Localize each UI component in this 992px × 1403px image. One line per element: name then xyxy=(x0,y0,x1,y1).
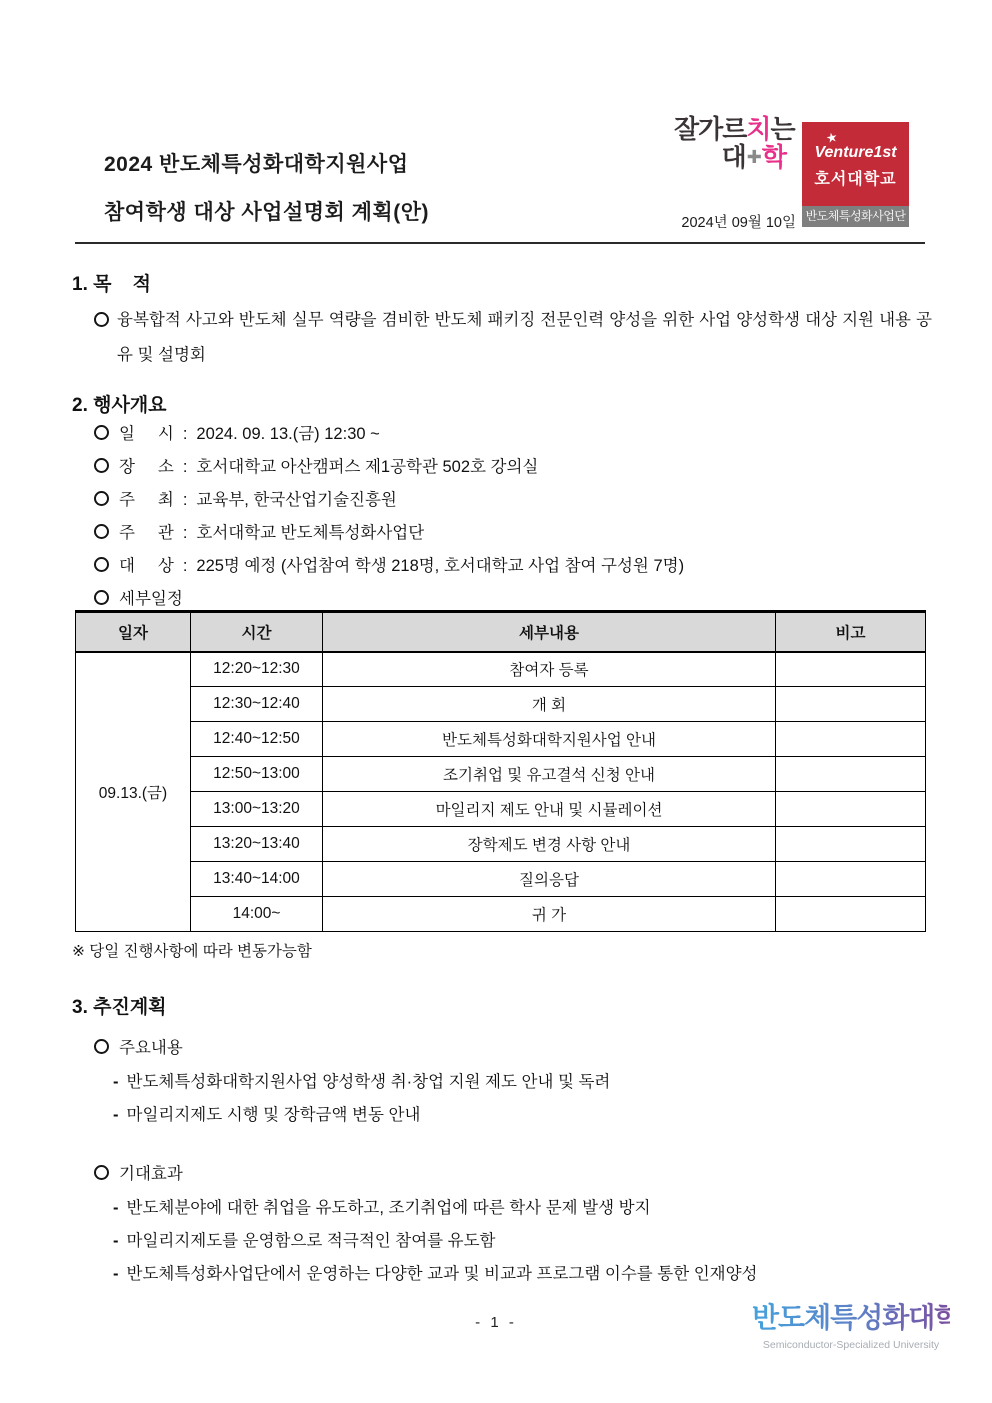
overview-item-host xyxy=(94,486,684,519)
plan-item-text: 반도체분야에 대한 취업을 유도하고, 조기취업에 따른 학사 문제 발생 방지 xyxy=(126,1199,651,1217)
well-teaching-university-logo xyxy=(674,116,800,170)
content-cell: 마일리지 제도 안내 및 시뮬레이션 xyxy=(323,792,776,827)
venture-logo-text: Venture1st xyxy=(814,144,897,161)
plan-group-title-text: 주요내용 xyxy=(119,1039,183,1057)
circle-bullet-icon xyxy=(94,1039,109,1054)
overview-colon: : xyxy=(182,557,188,575)
overview-label: 세부일정 xyxy=(119,590,183,608)
overview-colon: : xyxy=(182,458,188,476)
overview-value: 2024. 09. 13.(금) 12:30 ~ xyxy=(196,425,380,443)
schedule-date-cell: 09.13.(금) xyxy=(76,652,191,932)
slogan-accent-star-char: 치 xyxy=(746,114,771,144)
content-cell: 개 회 xyxy=(323,687,776,722)
table-row xyxy=(76,652,926,687)
document-title-line1: 2024 반도체특성화대학지원사업 xyxy=(104,153,409,176)
schedule-note: ※ 당일 진행사항에 따라 변동가능함 xyxy=(72,943,312,960)
overview-label: 주 최 xyxy=(119,491,174,509)
time-cell: 12:50~13:00 xyxy=(191,757,323,792)
overview-item-organizer xyxy=(94,519,684,552)
dash-bullet: - xyxy=(113,1073,119,1091)
time-cell: 12:40~12:50 xyxy=(191,722,323,757)
table-row xyxy=(76,792,926,827)
table-row xyxy=(76,862,926,897)
overview-value: 225명 예정 (사업참여 학생 218명, 호서대학교 사업 참여 구성원 7명) xyxy=(196,557,685,575)
overview-colon: : xyxy=(182,425,188,443)
circle-bullet-icon xyxy=(94,557,109,572)
dash-bullet: - xyxy=(113,1106,119,1124)
remark-cell xyxy=(776,722,926,757)
plan-group-title-text: 기대효과 xyxy=(119,1165,183,1183)
overview-value: 호서대학교 아산캠퍼스 제1공학관 502호 강의실 xyxy=(196,458,539,476)
document-date: 2024년 09월 10일 xyxy=(681,215,796,231)
plus-icon: ✚ xyxy=(746,147,761,167)
overview-item-place xyxy=(94,453,684,486)
circle-bullet-icon xyxy=(94,491,109,506)
plan-group-title-main-content xyxy=(94,1034,183,1058)
page-number: - 1 - xyxy=(475,1314,517,1331)
plan-item-text: 반도체특성화사업단에서 운영하는 다양한 교과 및 비교과 프로그램 이수를 통한 인재양성 xyxy=(126,1265,758,1283)
plan-item xyxy=(113,1194,651,1218)
time-cell: 12:30~12:40 xyxy=(191,687,323,722)
section-heading-plan: 3. 추진계획 xyxy=(72,997,167,1018)
remark-cell xyxy=(776,757,926,792)
header-divider xyxy=(75,242,925,244)
schedule-table xyxy=(75,610,926,932)
remark-cell xyxy=(776,897,926,932)
time-cell: 12:20~12:30 xyxy=(191,652,323,687)
semiconductor-university-logo-subtitle: Semiconductor-Specialized University xyxy=(762,1339,940,1351)
remark-cell xyxy=(776,827,926,862)
overview-colon: : xyxy=(182,524,188,542)
purpose-text: 융복합적 사고와 반도체 실무 역량을 겸비한 반도체 패키징 전문인력 양성을 위한 사업 양성학생 대상 지원 내용 공유 및 설명회 xyxy=(117,311,932,364)
plan-item-text: 반도체특성화대학지원사업 양성학생 취·창업 지원 제도 안내 및 독려 xyxy=(126,1073,611,1091)
content-cell: 장학제도 변경 사항 안내 xyxy=(323,827,776,862)
circle-bullet-icon xyxy=(94,590,109,605)
circle-bullet-icon xyxy=(94,458,109,473)
slogan-text: 잘가르 xyxy=(674,114,747,144)
slogan-line1 xyxy=(674,116,800,142)
column-header-remark: 비고 xyxy=(776,612,926,652)
table-row xyxy=(76,687,926,722)
slogan-text: 는 xyxy=(770,114,795,144)
remark-cell xyxy=(776,687,926,722)
plan-item-text: 마일리지제도 시행 및 장학금액 변동 안내 xyxy=(126,1106,421,1124)
circle-bullet-icon xyxy=(94,524,109,539)
dash-bullet: - xyxy=(113,1265,119,1283)
content-cell: 귀 가 xyxy=(323,897,776,932)
purpose-item xyxy=(94,303,932,373)
column-header-time: 시간 xyxy=(191,612,323,652)
section-heading-purpose: 1. 목 적 xyxy=(72,274,151,295)
overview-value: 호서대학교 반도체특성화사업단 xyxy=(196,524,425,542)
schedule-header-row xyxy=(76,612,926,652)
plan-item xyxy=(113,1260,758,1284)
dash-bullet: - xyxy=(113,1232,119,1250)
department-badge: 반도체특성화사업단 xyxy=(802,206,909,227)
table-row xyxy=(76,722,926,757)
plan-item xyxy=(113,1068,610,1092)
overview-item-datetime xyxy=(94,420,684,453)
dash-bullet: - xyxy=(113,1199,119,1217)
remark-cell xyxy=(776,792,926,827)
table-row xyxy=(76,897,926,932)
table-row xyxy=(76,757,926,792)
overview-label: 대 상 xyxy=(119,557,174,575)
remark-cell xyxy=(776,862,926,897)
time-cell: 13:40~14:00 xyxy=(191,862,323,897)
content-cell: 참여자 등록 xyxy=(323,652,776,687)
semiconductor-university-logo-text: 반도체특성화대학 xyxy=(752,1296,950,1336)
overview-colon: : xyxy=(182,491,188,509)
circle-bullet-icon xyxy=(94,425,109,440)
column-header-content: 세부내용 xyxy=(323,612,776,652)
overview-label: 일 시 xyxy=(119,425,174,443)
time-cell: 14:00~ xyxy=(191,897,323,932)
plan-item-text: 마일리지제도를 운영함으로 적극적인 참여를 유도함 xyxy=(126,1232,496,1250)
time-cell: 13:00~13:20 xyxy=(191,792,323,827)
overview-label: 주 관 xyxy=(119,524,174,542)
semiconductor-university-logo xyxy=(752,1296,961,1351)
slogan-accent-char: 학 xyxy=(761,142,786,172)
slogan-text: 대 xyxy=(721,142,746,172)
section-heading-overview: 2. 행사개요 xyxy=(72,395,167,416)
overview-item-audience xyxy=(94,552,684,585)
content-cell: 질의응답 xyxy=(323,862,776,897)
overview-value: 교육부, 한국산업기술진흥원 xyxy=(196,491,397,509)
overview-list xyxy=(94,420,684,618)
circle-bullet-icon xyxy=(94,312,109,327)
plan-item xyxy=(113,1101,420,1125)
document-title-line2: 참여학생 대상 사업설명회 계획(안) xyxy=(104,201,429,224)
plan-group-title-expected-effects xyxy=(94,1160,183,1184)
content-cell: 조기취업 및 유고결석 신청 안내 xyxy=(323,757,776,792)
plan-item xyxy=(113,1227,496,1251)
content-cell: 반도체특성화대학지원사업 안내 xyxy=(323,722,776,757)
table-row xyxy=(76,827,926,862)
overview-label: 장 소 xyxy=(119,458,174,476)
star-icon: ★ xyxy=(824,128,839,147)
slogan-line2 xyxy=(674,144,800,170)
time-cell: 13:20~13:40 xyxy=(191,827,323,862)
remark-cell xyxy=(776,652,926,687)
circle-bullet-icon xyxy=(94,1165,109,1180)
column-header-date: 일자 xyxy=(76,612,191,652)
hoseo-venture-logo xyxy=(802,122,909,206)
university-name: 호서대학교 xyxy=(814,171,897,188)
